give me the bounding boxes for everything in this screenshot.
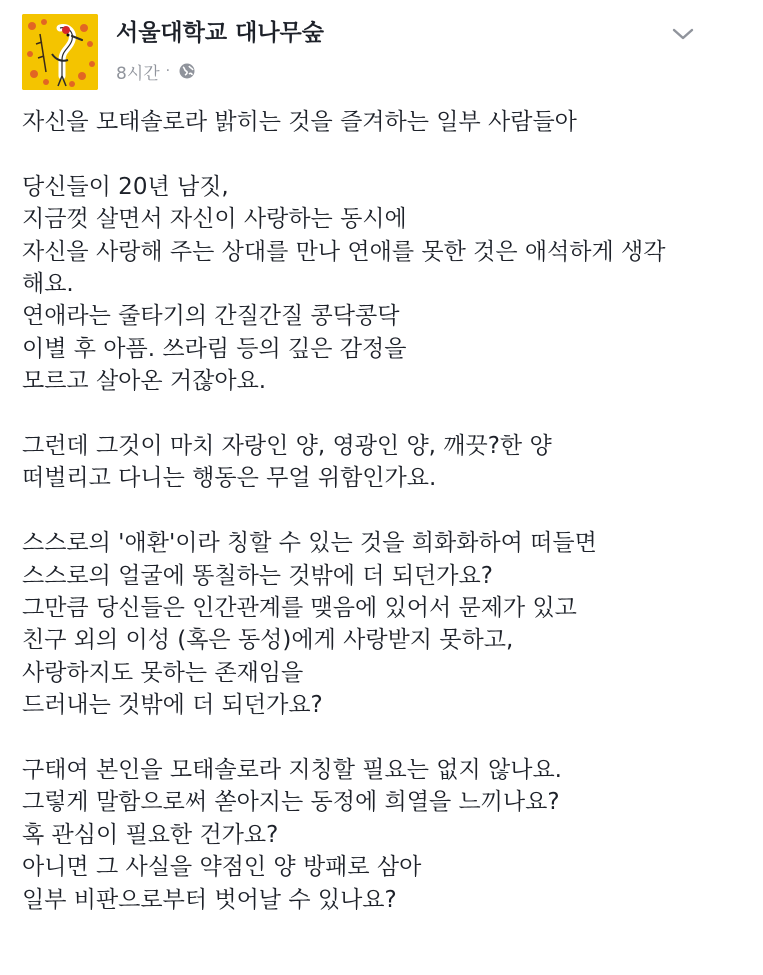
post-text-line: 친구 외의 이성 (혹은 동성)에게 사랑받지 못하고, <box>22 627 514 654</box>
post-timestamp[interactable]: 8시간 <box>116 63 160 84</box>
post-text-line: 드러내는 것밖에 더 되던가요? <box>22 692 323 719</box>
post-text-line: 아니면 그 사실을 약점인 양 방패로 삼아 <box>22 854 422 881</box>
post-text-line: 그만큼 당신들은 인간관계를 맺음에 있어서 문제가 있고 <box>22 595 577 622</box>
chevron-down-icon <box>671 26 695 42</box>
post-text-line: 해요. <box>22 271 74 298</box>
page-avatar[interactable] <box>22 14 98 90</box>
post-text-line: 사랑하지도 못하는 존재임을 <box>22 659 304 686</box>
globe-icon <box>178 62 196 80</box>
post-text-line: 이별 후 아픔. 쓰라림 등의 깊은 감정을 <box>22 335 407 362</box>
post-paragraph <box>22 430 742 495</box>
post-text-line: 혹 관심이 필요한 건가요? <box>22 821 279 848</box>
post-header <box>22 14 763 94</box>
post-text-line: 자신을 사랑해 주는 상대를 만나 연애를 못한 것은 애석하게 생각 <box>22 238 666 265</box>
meta-separator: · <box>165 63 171 79</box>
post-body <box>22 106 742 948</box>
post-text-line: 모르고 살아온 거잖아요. <box>22 368 267 395</box>
post-text-line: 지금껏 살면서 자신이 사랑하는 동시에 <box>22 206 407 233</box>
post-text-line: 자신을 모태솔로라 밝히는 것을 즐겨하는 일부 사람들아 <box>22 109 577 135</box>
post-text-line: 떠벌리고 다니는 행동은 무얼 위함인가요. <box>22 465 437 492</box>
crane-logo-icon <box>22 14 98 90</box>
post-menu-button[interactable] <box>669 20 697 48</box>
post-text-line: 스스로의 '애환'이라 칭할 수 있는 것을 희화화하여 떠들면 <box>22 530 597 557</box>
post-paragraph <box>22 106 742 138</box>
post-text-line: 당신들이 20년 남짓, <box>22 173 229 200</box>
post-meta <box>116 58 196 84</box>
post-paragraph <box>22 754 742 916</box>
post-text-line: 그렇게 말함으로써 쏟아지는 동정에 희열을 느끼나요? <box>22 789 560 816</box>
post-text-line: 연애라는 줄타기의 간질간질 콩닥콩닥 <box>22 303 400 330</box>
post-text-line: 일부 비판으로부터 벗어날 수 있나요? <box>22 886 397 913</box>
post-text-line: 그런데 그것이 마치 자랑인 양, 영광인 양, 깨끗?한 양 <box>22 433 552 460</box>
post-text-line: 구태여 본인을 모태솔로라 지칭할 필요는 없지 않나요. <box>22 757 562 784</box>
post-paragraph <box>22 171 742 398</box>
post-paragraph <box>22 527 742 721</box>
post-text-line: 스스로의 얼굴에 똥칠하는 것밖에 더 되던가요? <box>22 562 493 589</box>
page-name-link[interactable]: 서울대학교 대나무숲 <box>116 20 324 46</box>
